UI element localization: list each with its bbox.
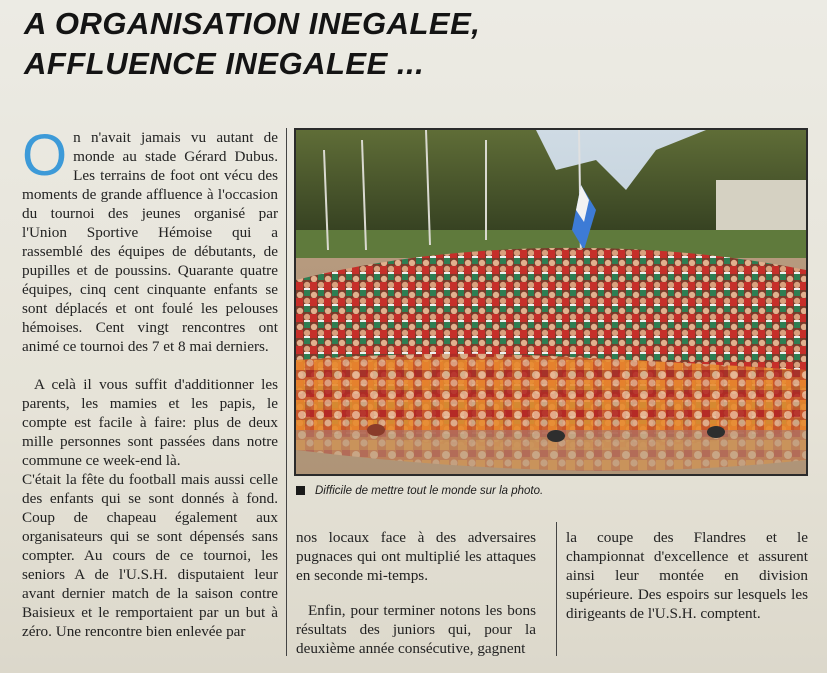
article-paragraph: Enfin, pour terminer notons les bons résultats des juniors qui, pour la deuxième année consécutive, gagnent <box>296 602 536 657</box>
drop-cap: O <box>22 123 68 188</box>
article-paragraph: nos locaux face à des adversaires pugnaces qui ont multiplié les attaques en seconde mi-temps. <box>296 529 536 584</box>
article-paragraph: la coupe des Flandres et le championnat d'excellence et assurent ainsi leur montée en division supérieure. Des espoirs sur lesquels les dirigeants de l'U.S.H. comptent. <box>566 529 808 622</box>
article-paragraph <box>22 123 278 356</box>
headline-line-1: A ORGANISATION INEGALEE, <box>24 6 481 41</box>
column-divider <box>556 522 557 656</box>
article-paragraph: C'était la fête du football mais aussi celle des enfants qui se sont donnés à fond. Coup de chapeau également aux organisateurs qui se sont dépensés sans compter. Au cours de ce tournoi, les seniors A de l'U.S.H. disputaient leur avant dernier match de la saison contre Baisieux et le remportaient par un but à zéro. Une rencontre bien enlevée par <box>22 471 278 640</box>
headline <box>24 4 624 84</box>
caption-text: Difficile de mettre tout le monde sur la photo. <box>315 485 544 497</box>
team-photo <box>294 128 808 476</box>
article-column-1 <box>22 123 278 641</box>
column-divider <box>286 128 287 656</box>
photo-caption <box>296 484 806 498</box>
article-column-2 <box>296 528 536 658</box>
headline-line-2: AFFLUENCE INEGALEE ... <box>24 46 425 81</box>
caption-square-icon <box>296 486 305 495</box>
paragraph-text: n n'avait jamais vu autant de monde au stade Gérard Dubus. Les terrains de foot ont vécu des moments de grande affluence à l'occasion du tournoi des jeunes organisé par l'Union Sportive Hémoise qui a rassemblé des équipes de débutants, de pupilles et de poussins. Quarante quatre équipes, cinq cent cinquante enfants se sont déplacés et ont foulé les pelouses hémoises. Cent vingt rencontres ont animé ce tournoi des 7 et 8 mai derniers. <box>22 129 278 355</box>
crowd-photo-illustration <box>296 130 806 474</box>
article-column-3 <box>566 528 808 623</box>
article-paragraph: A celà il vous suffit d'additionner les parents, les mamies et les papis, le compte est facile à faire: plus de deux mille personnes sont passées dans notre commune ce week-end là. <box>22 376 278 469</box>
